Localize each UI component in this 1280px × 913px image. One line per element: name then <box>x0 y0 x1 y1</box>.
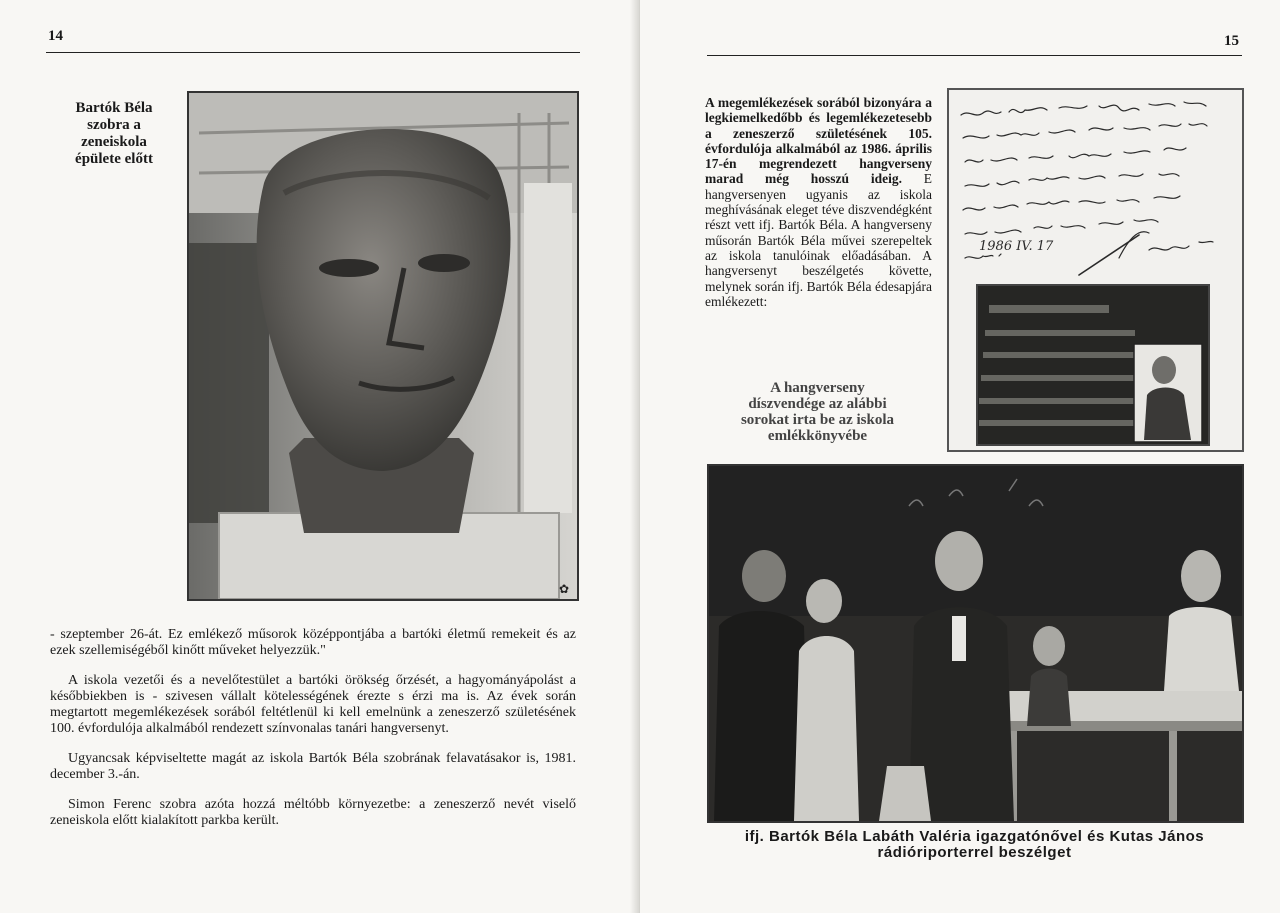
paragraph: - szeptember 26-át. Ez emlékező műsorok középpontjába a bartóki életmű remekeit és az ezek szellemiségéből kinőtt műveket helyezzük." <box>50 627 576 658</box>
guestbook-caption <box>710 380 925 444</box>
paragraph: A iskola vezetői és a nevelőtestület a bartóki örökség őrzését, a hagyományápolást a későbbiekben is - szivesen vállalt kötelességének érezte s érzi ma is. Az évek során megtartott megemlékezések sorából feltétlenül ki kell emelnünk a zeneszerző születésének 100. évfordulója alkalmából rendezett színvonalas tanári hangversenyt. <box>50 673 576 736</box>
paragraph: Ugyancsak képviseltette magát az iskola Bartók Béla szobrának felavatásakor is, 1981. december 3.-án. <box>50 751 576 782</box>
caption-line: ifj. Bartók Béla Labáth Valéria igazgatónővel és Kutas János <box>744 828 1205 845</box>
caption-line: rádióriporterrel beszélget <box>877 844 1072 861</box>
page-number-left: 14 <box>48 28 63 44</box>
right-page <box>640 0 1280 913</box>
lead-bold-text: A megemlékezések sorából bizonyára a legkiemelkedőbb és legemlékezetesebb a zeneszerző születésének 105. évfordulója alkalmából az 1986. április 17-én megrendezett hangverseny marad még hosszú ideig. <box>705 95 932 187</box>
left-page <box>0 0 637 913</box>
header-rule-left <box>46 52 580 53</box>
caption-line: A hangverseny <box>770 380 865 396</box>
column-body-text: E hangversenyen ugyanis az iskola meghívásának eleget téve diszvendégként részt vett ifj. Bartók Béla. A hangverseny műsorán Bartók Béla művei szerepeltek az iskola tanulóinak előadásában. A hangversenyt beszélgetés követte, melynek során ifj. Bartók Béla édesapjára emlékezett: <box>705 171 932 309</box>
guestbook-photo <box>947 88 1244 452</box>
handwriting-date: 1986 IV. 17 <box>979 239 1054 254</box>
caption-line: zeneiskola <box>81 134 147 150</box>
caption-line: szobra a <box>87 117 141 133</box>
header-rule-right <box>707 55 1242 56</box>
caption-line: épülete előtt <box>75 151 153 167</box>
paragraph: Simon Ferenc szobra azóta hozzá méltóbb környezetbe: a zeneszerző nevét viselő zeneiskola előtt kialakított parkba került. <box>50 797 576 828</box>
left-body-text <box>50 627 576 843</box>
page-number-right: 15 <box>1224 33 1239 49</box>
svg-text:✿: ✿ <box>559 582 570 596</box>
caption-line: Bartók Béla <box>75 100 153 116</box>
conversation-photo <box>707 464 1244 823</box>
caption-line: sorokat irta be az iskola <box>740 412 895 428</box>
statue-photo-caption <box>50 100 178 168</box>
caption-line: díszvendége az alábbi <box>748 396 887 412</box>
bust-statue-photo <box>187 91 579 601</box>
conversation-photo-caption <box>708 829 1241 861</box>
right-column-text <box>705 95 932 309</box>
caption-line: emlékkönyvébe <box>767 428 868 444</box>
